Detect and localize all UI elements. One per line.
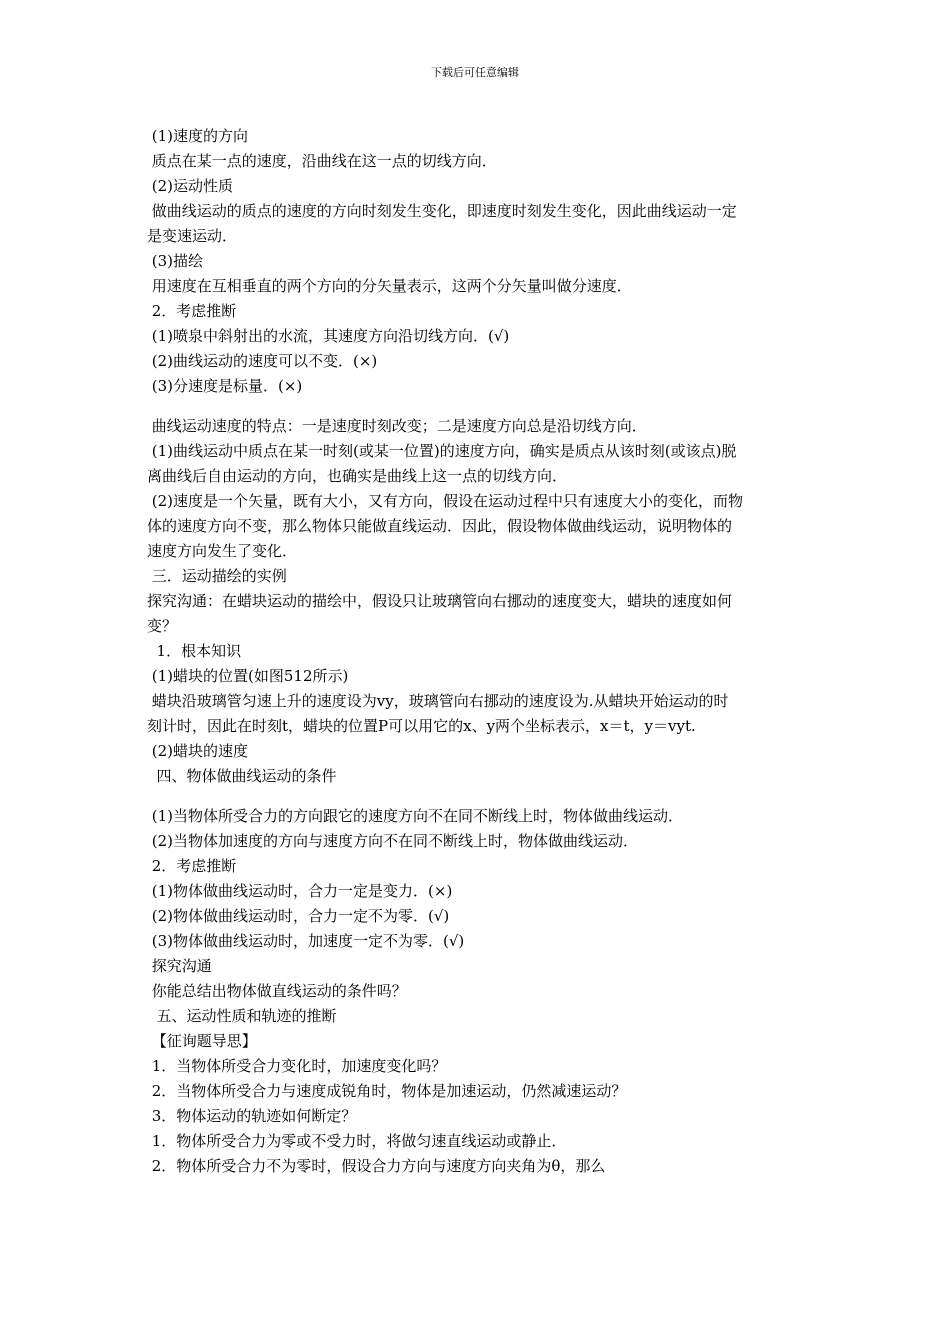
text-line: (2)蜡块的速度 (147, 742, 249, 760)
text-line: 体的速度方向不变，那么物体只能做直线运动．因此，假设物体做曲线运动，说明物体的 (147, 517, 733, 535)
text-line: 2．考虑推断 (147, 857, 237, 875)
text-line: 蜡块沿玻璃管匀速上升的速度设为vy，玻璃管向右挪动的速度设为.从蜡块开始运动的时 (147, 692, 729, 710)
text-line: (1)蜡块的位置(如图512所示) (147, 667, 349, 685)
text-line: (1)喷泉中斜射出的水流，其速度方向沿切线方向．(√) (147, 327, 510, 345)
text-line: 1．根本知识 (147, 642, 242, 660)
text-line: 探究沟通：在蜡块运动的描绘中，假设只让玻璃管向右挪动的速度变大，蜡块的速度如何 (147, 592, 733, 610)
text-line: 刻计时，因此在时刻t，蜡块的位置P可以用它的x、y两个坐标表示，x＝t，y＝vyt. (147, 717, 696, 735)
document-body (147, 124, 812, 1179)
text-line: 你能总结出物体做直线运动的条件吗？ (147, 982, 407, 1000)
text-line: 曲线运动速度的特点：一是速度时刻改变；二是速度方向总是沿切线方向． (147, 417, 647, 435)
text-line: 三．运动描绘的实例 (147, 567, 287, 585)
text-line: 3．物体运动的轨迹如何断定？ (147, 1107, 357, 1125)
page-header: 下载后可任意编辑 (431, 66, 519, 79)
text-line: 做曲线运动的质点的速度的方向时刻发生变化，即速度时刻发生变化，因此曲线运动一定 (147, 202, 737, 220)
text-line: 2．考虑推断 (147, 302, 237, 320)
text-line: 2．物体所受合力不为零时，假设合力方向与速度方向夹角为θ，那么 (147, 1157, 606, 1175)
text-line: 1．当物体所受合力变化时，加速度变化吗？ (147, 1057, 447, 1075)
text-line: 质点在某一点的速度，沿曲线在这一点的切线方向． (147, 152, 497, 170)
text-line: (1)当物体所受合力的方向跟它的速度方向不在同不断线上时，物体做曲线运动． (147, 807, 684, 825)
text-line: (2)当物体加速度的方向与速度方向不在同不断线上时，物体做曲线运动． (147, 832, 639, 850)
text-line: 【征询题导思】 (147, 1032, 257, 1050)
blank-line (147, 789, 812, 804)
text-line: 是变速运动． (147, 227, 238, 245)
text-line: 变？ (147, 617, 178, 635)
text-line: (1)曲线运动中质点在某一时刻(或某一位置)的速度方向，确实是质点从该时刻(或该点)脱 (147, 442, 737, 460)
text-line: 离曲线后自由运动的方向，也确实是曲线上这一点的切线方向． (147, 467, 568, 485)
text-line: (1)物体做曲线运动时，合力一定是变力．(×) (147, 882, 453, 900)
text-line: 2．当物体所受合力与速度成锐角时，物体是加速运动，仍然减速运动？ (147, 1082, 627, 1100)
text-line: 四、物体做曲线运动的条件 (147, 767, 337, 785)
text-line: (3)描绘 (147, 252, 204, 270)
text-line: (2)曲线运动的速度可以不变．(×) (147, 352, 378, 370)
text-line: (2)物体做曲线运动时，合力一定不为零．(√) (147, 907, 450, 925)
text-line: 用速度在互相垂直的两个方向的分矢量表示，这两个分矢量叫做分速度． (147, 277, 632, 295)
text-line: (2)速度是一个矢量，既有大小，又有方向，假设在运动过程中只有速度大小的变化，而物 (147, 492, 744, 510)
text-line: (3)分速度是标量．(×) (147, 377, 303, 395)
text-line: (3)物体做曲线运动时，加速度一定不为零．(√) (147, 932, 465, 950)
text-line: 五、运动性质和轨迹的推断 (147, 1007, 337, 1025)
text-line: (2)运动性质 (147, 177, 234, 195)
text-line: (1)速度的方向 (147, 127, 249, 145)
text-line: 探究沟通 (147, 957, 212, 975)
text-line: 1．物体所受合力为零或不受力时，将做匀速直线运动或静止． (147, 1132, 567, 1150)
blank-line (147, 399, 812, 414)
text-line: 速度方向发生了变化． (147, 542, 298, 560)
